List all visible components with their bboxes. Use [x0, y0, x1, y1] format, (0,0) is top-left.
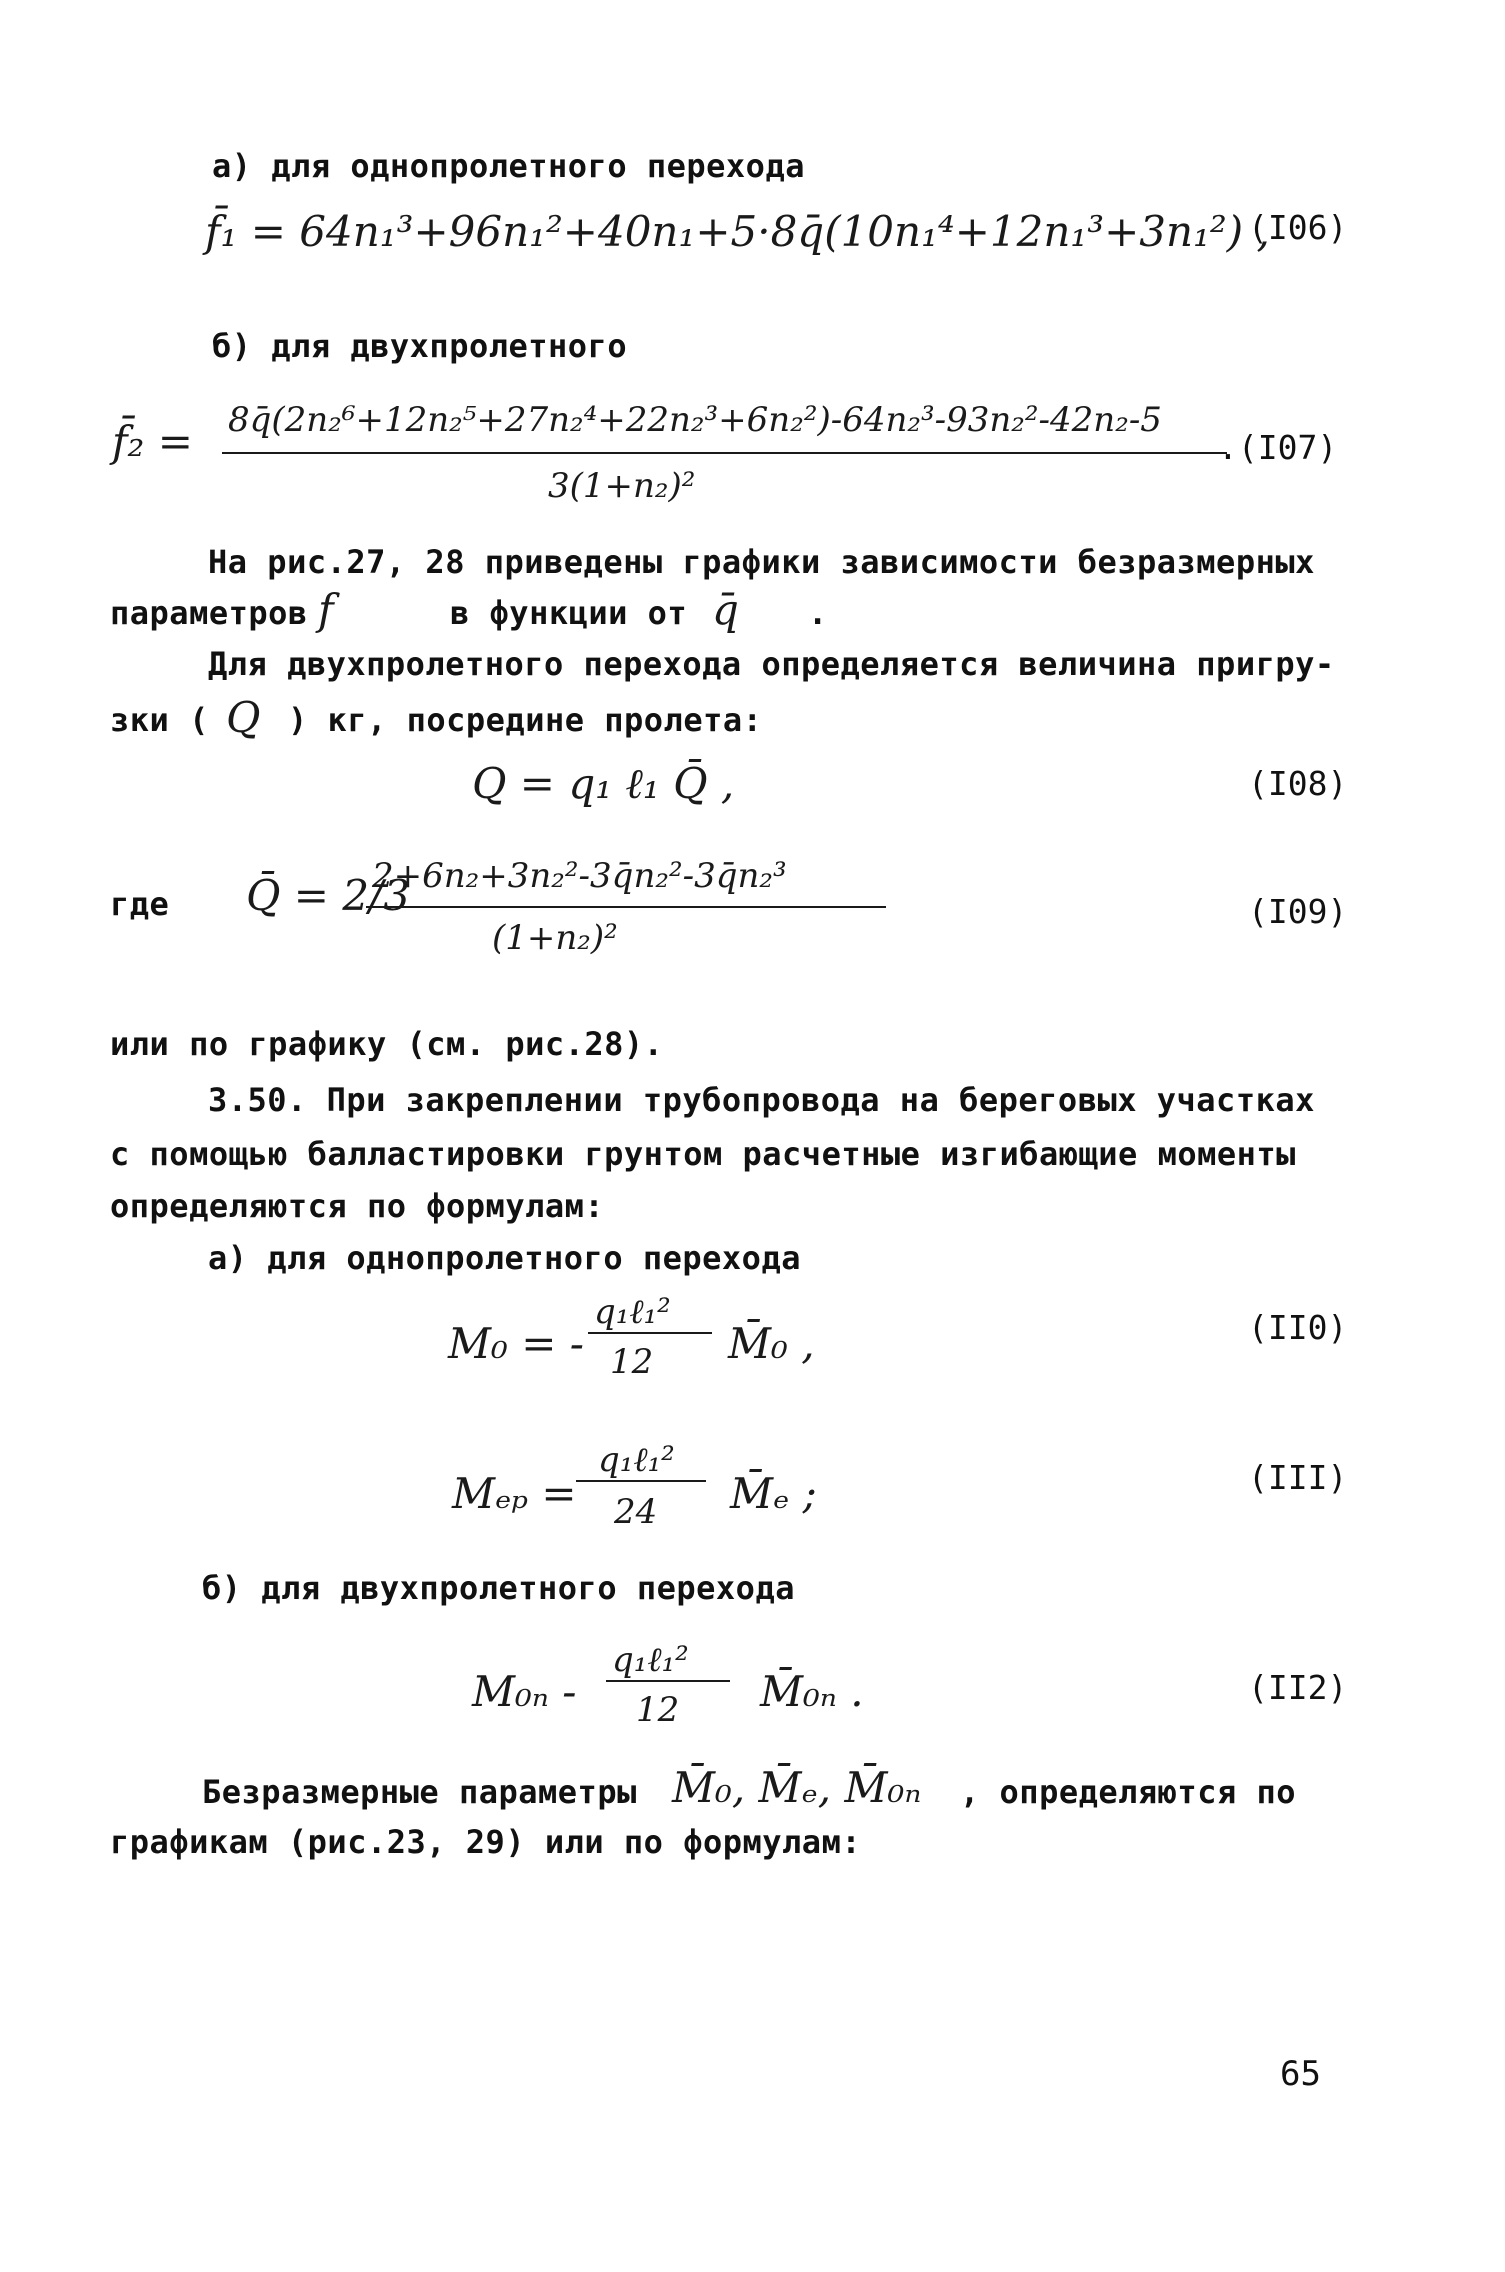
formula-111-lhs: Mₑₚ =	[452, 1469, 577, 1518]
paragraph-line: Для двухпролетного перехода определяется величина пригру-	[208, 645, 1335, 683]
symbol-q: q̄	[712, 585, 739, 634]
formula-112-rhs: M̄₀ₙ .	[760, 1667, 864, 1716]
paragraph-line: Безразмерные параметры	[202, 1773, 637, 1811]
formula-112-denominator: 12	[636, 1690, 680, 1730]
paragraph-line: с помощью балластировки грунтом расчетные изгибающие моменты	[110, 1135, 1296, 1173]
paragraph-line: или по графику (см. рис.28).	[110, 1025, 664, 1063]
where-label: где	[110, 885, 170, 923]
case-a-heading: а) для однопролетного перехода	[212, 147, 805, 185]
formula-111-denominator: 24	[614, 1492, 658, 1532]
equation-number-106: (I06)	[1248, 208, 1348, 247]
paragraph-line: в функции от	[450, 594, 688, 632]
paragraph-line: определяются по формулам:	[110, 1187, 605, 1225]
formula-107-denominator: 3(1+n₂)²	[548, 466, 696, 506]
formula-110-numerator: q₁ℓ₁²	[594, 1292, 671, 1332]
formula-112-numerator: q₁ℓ₁²	[612, 1640, 689, 1680]
formula-110-fraction-bar	[588, 1332, 712, 1334]
formula-111-fraction-bar	[576, 1480, 706, 1482]
formula-110-lhs: M₀ = -	[448, 1319, 584, 1368]
symbol-f: f	[318, 585, 334, 634]
formula-110-rhs: M̄₀ ,	[728, 1319, 815, 1368]
formula-109-fraction-bar	[366, 906, 886, 908]
formula-110-denominator: 12	[610, 1342, 654, 1382]
formula-112-fraction-bar	[606, 1680, 730, 1682]
equation-number-112: (II2)	[1248, 1668, 1348, 1707]
equation-number-107: .(I07)	[1218, 428, 1338, 467]
formula-111-rhs: M̄ₑ ;	[730, 1469, 817, 1518]
formula-107-numerator: 8q̄(2n₂⁶+12n₂⁵+27n₂⁴+22n₂³+6n₂²)-64n₂³-93n₂²-42n₂-5	[228, 400, 1162, 440]
page-number: 65	[1280, 2054, 1321, 2094]
formula-112-lhs: M₀ₙ -	[472, 1667, 577, 1716]
formula-109-denominator: (1+n₂)²	[492, 918, 618, 958]
formula-111-numerator: q₁ℓ₁²	[598, 1440, 675, 1480]
symbol-M: M̄₀, M̄ₑ, M̄₀ₙ	[672, 1763, 922, 1812]
paragraph-line: графикам (рис.23, 29) или по формулам:	[110, 1823, 862, 1861]
formula-107-fraction-bar	[222, 452, 1227, 454]
equation-number-111: (III)	[1248, 1458, 1348, 1497]
paragraph-line: На рис.27, 28 приведены графики зависимости безразмерных	[208, 543, 1315, 581]
formula-106: f̄₁ = 64n₁³+96n₁²+40n₁+5·8q̄(10n₁⁴+12n₁³+3n₁²) ,	[205, 207, 1270, 256]
equation-number-108: (I08)	[1248, 764, 1348, 803]
paragraph-line: зки (	[110, 701, 209, 739]
case-b-heading: б) для двухпролетного	[212, 327, 628, 365]
formula-109-numerator: 2+6n₂+3n₂²-3q̄n₂²-3q̄n₂³	[372, 856, 787, 896]
paragraph-line: 3.50. При закреплении трубопровода на береговых участках	[208, 1081, 1315, 1119]
paragraph-line: .	[808, 594, 828, 632]
equation-number-110: (II0)	[1248, 1308, 1348, 1347]
formula-108: Q = q₁ ℓ₁ Q̄ ,	[472, 759, 735, 808]
case-a-heading: а) для однопролетного перехода	[208, 1239, 801, 1277]
case-b-heading: б) для двухпролетного перехода	[202, 1569, 795, 1607]
paragraph-line: ) кг, посредине пролета:	[288, 701, 763, 739]
equation-number-109: (I09)	[1248, 892, 1348, 931]
paragraph-line: , определяются по	[960, 1773, 1297, 1811]
paragraph-line: параметров	[110, 594, 308, 632]
symbol-Q: Q	[226, 693, 261, 742]
formula-107-lhs: f̄₂ =	[112, 417, 193, 466]
formula-109-lhs: Q̄ = 2/3	[246, 871, 410, 920]
